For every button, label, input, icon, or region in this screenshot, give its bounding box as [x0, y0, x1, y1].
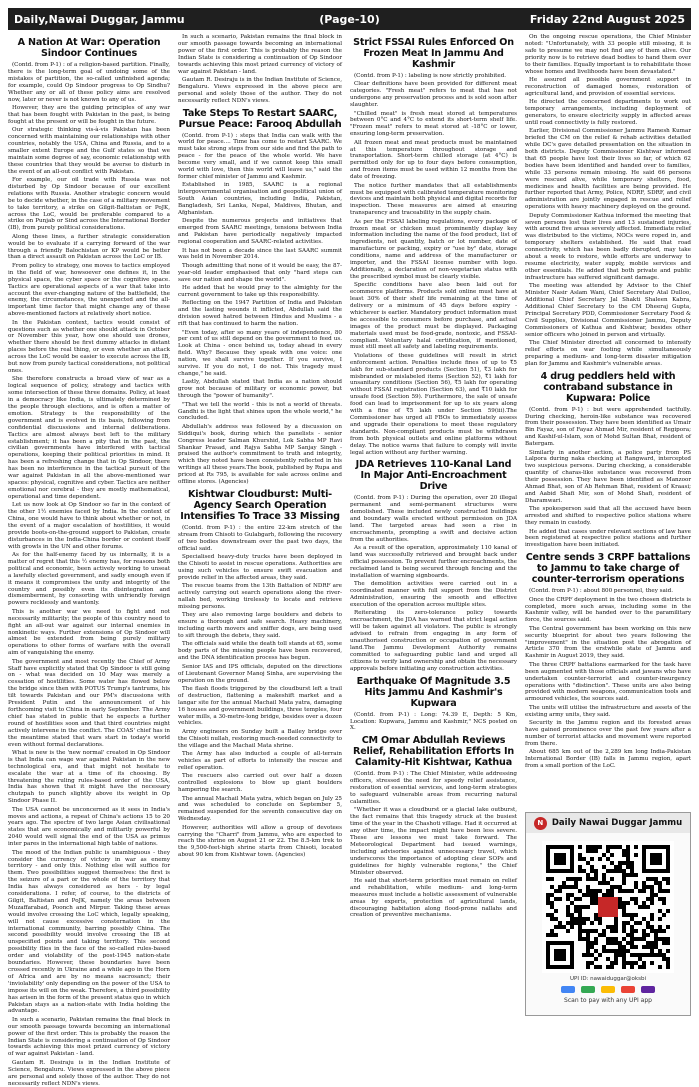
article-paragraph: Our strategic thinking vis-à-vis Pakistan has been concerned with maintaining our relationships with other countries, notably the USA, China and Russia, and to a smaller extent Europe and the Gulf states so that we maintain some degree of say, economic relationship with these countries that they would be averse to disturb in the event of an all-out conflict with Pakistan.	[8, 127, 170, 175]
article-paragraph: Reflecting on the 1947 Partition of India and Pakistan and the lasting wounds it inflicted, Abdullah said the division sowed hatred between Hindus and Muslims - a rift that has continued to harm the nation.	[178, 300, 342, 328]
payment-app-icon	[581, 986, 595, 993]
article-paragraph: Army engineers on Sunday built a Bailey bridge over the Chisoti nullah, restoring much-needed connectivity to the village and the Machail Mata shrine.	[178, 728, 342, 749]
article-paragraph: All frozen meat and meat products must be maintained at this temperature throughout storage and transportation. Short-term chilled storage (at 4°C) is permitted only for up to four days before consumption, and frozen items must be used within 12 months from the date of freezing.	[350, 139, 517, 181]
article-a9	[525, 552, 691, 770]
article-a6	[350, 676, 517, 733]
headline: 4 drug peddlers held with contraband substance in Kupwara: Police	[540, 370, 676, 404]
article-paragraph: (Contd. from P-1) : Long: 74.39 E, Depth: 5 Km, Location: Kupwara, Jammu and Kashmir," NCS posted on X.	[350, 711, 517, 732]
article-a1-cont	[178, 34, 342, 105]
article-paragraph: Once the CRPF deployment in the two chosen districts is completed, more such areas, including some in the Kashmir valley, will be handed over to the paramilitary force, the sources said.	[525, 596, 691, 624]
article-paragraph: "Chilled meat" is fresh meat stored at temperatures between 0°C and 4°C to extend its short-term shelf life. "Frozen meat" refers to meat stored at -18°C or lower, ensuring long-term preservation.	[350, 110, 517, 138]
upi-qr-advert	[525, 812, 691, 1016]
column-4	[525, 34, 691, 808]
article-paragraph: He added that cases under relevant sections of law have been registered at respective police stations and further investigation have been initiated.	[525, 528, 691, 549]
payment-app-icon	[621, 986, 635, 993]
article-paragraph: (Contd. from P-1) : labeling is now strictly prohibited.	[354, 73, 507, 79]
article-paragraph: The three CRPF battalions earmarked for the task have been augmented with those officials and jawans who have undertaken counter-terrorist and counter-insurgency operations with "distinction". These units are also being provided with modern weapons, communication tools and armoured vehicles, the sources said.	[525, 661, 691, 703]
article-paragraph: The mood of the Indian public is unambiguous - they consider the currency of victory in war as enemy territory - and only this. Nothing else will suffice for them. Two possibilities suggest themselves: the first is the seizure of a part or the whole of the territory that India has always considered as hers - by legal considerations. I refer, of course, to the districts of Gilgit, Baltistan and PoJK, namely the areas between Muzaffarabad, Poonch and Mirpur. Taking these areas would involve crossing the LoC which, legally speaking, will not cause excessive consternation in the international community, barring possibly China. The second possibility would involve crossing the IB at unspecified points and taking territory. This second possibility flies in the face of the so-called rules-based order and violability of the post-1945 nation-state boundaries. However, these boundaries have been crossed recently in Ukraine and a while ago in the Horn of Africa and are by no means sacrosanct; their 'inviolability' only depending on the power of the USA to impose its will on the weak. Therefore, a third possibility has arisen in the form of the present status quo in which Pakistan stays as a nation-state with India holding the advantage.	[8, 849, 170, 1015]
article-a2	[178, 108, 342, 486]
headline: CM Omar Abdullah Reviews Relief, Rehabilitation Efforts In Calamity-Hit Kishtwar, Kathua	[353, 735, 514, 769]
column-1	[8, 34, 170, 1087]
article-paragraph: The notice further mandates that all establishments must be equipped with calibrated temperature monitoring devices and maintain both physical and digital records for inspection. These measures are aimed at ensuring transparency and traceability in the supply chain.	[350, 182, 517, 217]
article-paragraph: The rescuers also carried out over half a dozen controlled explosions to blow up giant boulders hampering the search.	[178, 773, 342, 794]
brand-logo-icon: N	[534, 817, 547, 830]
headline: Kishtwar Cloudburst: Multi-Agency Search Operation Intensifies To Trace 33 Missing	[180, 488, 340, 522]
article-paragraph: (Contd. from P-1) : of a religion-based partition. Finally, there is the long-term goal of undoing some of the mistakes of partition, the so-called unfinished agenda; for example, could Op Sindoor progress to Op Sindhu? Whether any or all of these policy aims are resolved now, later or never is not known to any of us.	[8, 62, 170, 103]
article-paragraph: As a result of the operation, approximately 110 kanal of land was successfully retrieved and brought back under official possession. To prevent further encroachments, the reclaimed land is being secured through fencing and the installation of warning signboards.	[350, 545, 517, 579]
article-paragraph: Established in 1985, SAARC is a regional intergovernmental organisation and geopolitical union of South Asian countries, including India, Pakistan, Bangladesh, Sri Lanka, Nepal, Maldives, Bhutan, and Afghanistan.	[178, 182, 342, 217]
article-paragraph: What is new is the 'new normal' created in Op Sindoor is that India can wage war against Pakistan in the new technological era, and that might not hesitate to escalate the war at a time of its choosing. By threatening the ruling rules-based order of the USA, India has shown that it might have the necessary chutzpah to punch slightly above its weight in Op Sindoor Phase II.	[8, 749, 170, 805]
article-paragraph: In such a scenario, Pakistan remains the final block in our smooth passage towards becoming an international power of the first order. This is probably the reason the Indian State is considering a continuation of Op Sindoor towards achieving this most prized currency of victory of war against Pakistan - land.	[178, 34, 342, 75]
ad-header	[526, 813, 690, 833]
article-paragraph: The USA cannot be unconcerned as it sees in India's moves and actions, a repeat of China's actions 15 to 20 years ago. The spectre of two large Asian civilisational states that are economically and militarily powerful by 2040 would well signal the end of the USA as primus inter pares in the international high table of nations.	[8, 806, 170, 848]
article-paragraph: As per the FSSAI labeling regulations, every package of frozen meat or chicken must prominently display key information including the name of the food product, list of ingredients, net quantity, batch or lot number, date of manufacture or packing, expiry or "use by" date, storage conditions, name and address of the manufacturer or importer, and the FSSAI license number with logo. Additionally, a declaration of non-vegetarian status with the prescribed symbol must be clearly visible.	[350, 218, 517, 280]
article-paragraph: Similarly in another action, a police party from PS Lalpora during naka checking at Rangward, intercepted two suspicious persons. During checking, a considerable quantity of charas-like substance was recovered from their possession. They have been identified as Manzoor Ahmad Bhat, son of Ab Rehman Bhat, resident of Kraasi; and Aabid Shafi Mir, son of Mohd Shafi, resident of Dharamwari.	[525, 449, 691, 504]
article-a7	[350, 735, 517, 919]
article-paragraph: (Contd. from P-1) : steps that India can walk with the world for peace.... Time has come to restart SAARC. We must take strong steps from our side and find the path to peace - for the peace of the whole world. We have become very small, and if we cannot keep this small world with love, then this world will leave us," said the former chief minister of Jammu and Kashmir.	[178, 132, 342, 180]
headline: JDA Retrieves 110-Kanal Land In Major Anti-Encroachment Drive	[355, 459, 512, 493]
article-a5	[350, 459, 517, 672]
headline: A Nation At War: Operation Sindoor Continues	[17, 37, 161, 59]
article-a1	[8, 37, 170, 1087]
article-paragraph: Along these lines, a further strategic consideration would be to evaluate if a carrying forward of the war through a friendly Balochistan or KP would be better than a direct assault on Pakistan across the LoC or IB.	[8, 233, 170, 261]
article-paragraph: The government and most recently the Chief of Army Staff have explicitly stated that Op Sindoor is still going on - what was decided on 10 May was merely a cessation of hostilities. Some water has flowed below the bridge since then with POTUS Trump's tantrums, his tilt towards Pakistan and our PM's discussions with President Putin and the announcement of his forthcoming visit to China in early September. The Army chief has stated in public that he expects a further round of hostilities soon and that third countries might actively intervene in the conflict. The COAS' chief has in the meantime stated that wars start in today's world even without formal declarations.	[8, 658, 170, 748]
article-paragraph: As for the half-enemy faced by us internally, it is a matter of regret that this ½ enemy has, for reasons both political and economic, been actively working to unseat a lawfully elected government, and sadly enough even if it means it compromises the unity and integrity of the country and possibly even its disintegration and dismemberment, by consorting with unfriendly foreign powers recklessly and wantonly.	[8, 552, 170, 607]
article-paragraph: Lastly, Abdullah stated that India as a nation should grow not because of military or economic power, but through the "power of humanity".	[178, 379, 342, 400]
article-paragraph: Though admitting that none of it would be easy, the 87-year-old leader emphasised that only "hard steps can save our nation and shape the world".	[178, 262, 342, 283]
article-paragraph: In the Pakistan context, tactics would consist of questions such as whether one should attack in October or November this year, how one should use drones, whether there should be first dummy attacks in distant places before the real thing, or even whether an attack across the LoC would be easier to execute across the IB, but now from purely tactical considerations, not political ones.	[8, 319, 170, 374]
article-paragraph: Reiterating its zero-tolerance policy towards encroachment, the JDA has warned that strict legal action will be taken against all violators. The public is strongly advised to refrain from engaging in any form of unauthorised construction or occupation of government land.The Jammu Development Authority remains committed to safeguarding public land and urged all citizens to verify land ownership and obtain the necessary approvals before initiating any construction activities.	[350, 610, 517, 672]
article-paragraph: They are also removing large boulders and debris to ensure a thorough and safe search. Heavy machinery, including earth movers and sniffer dogs, are being used to sift through the debris, they said.	[178, 612, 342, 640]
article-paragraph: In such a scenario, Pakistan remains the final block in our smooth passage towards becoming an international power of the first order. This is probably the reason the Indian State is considering a continuation of Op Sindoor towards achieving this most prized currency of victory of war against Pakistan - land.	[8, 1016, 170, 1058]
article-a4	[350, 37, 517, 456]
article-paragraph: Specialised heavy-duty trucks have been deployed in the Chisoti to assist in rescue operations. Authorities are using such vehicles to ensure swift evacuation and provide relief in the affected areas, they said.	[178, 554, 342, 581]
article-paragraph: The units will utilise the infrastructure and assets of the existing army units, they said.	[525, 704, 691, 718]
paper-name: Daily,Nawai Duggar, Jammu	[14, 12, 185, 26]
article-paragraph: Security in the Jammu region and its forested areas have gained prominence over the past few years after a number of terrorist attacks and movement were reported from there.	[525, 720, 691, 747]
article-paragraph: The spokesperson said that all the accused have been arrested and shifted to respective police stations where they remain in custody.	[525, 506, 691, 527]
article-paragraph: (Contd. from P-1) : the entire 22-km stretch of the stream from Chisoti to Gulabgarh, following the recovery of two bodies downstream over the past two days, the official said.	[178, 524, 342, 552]
article-paragraph: (Contd. from P-1) : The Chief Minister, while addressing officers, stressed the need for speedy relief assistance, restoration of essential services, and long-term strategies to safeguard vulnerable areas from recurring natural calamities.	[350, 771, 517, 805]
column-2	[178, 34, 342, 1016]
article-a8	[525, 371, 691, 550]
article-paragraph: Let us now look at Op Sindoor so far in the context of the other 1½ enemies faced by India. In the context of China, one would have to think about whether or not, in the event of a major escalation of hostilities, it would provide boots-on-the-ground support to Pakistan, create disturbances in the India-China border or content itself with growls in the UN and other forums.	[8, 502, 170, 550]
article-paragraph: (Contd. from P-1) : During the operation, over 20 illegal permanent and semi-permanent structures were demolished. These included newly constructed buildings and boundary walls erected without permission on JDA land. The targeted areas had seen a rise in encroachments, prompting a swift and decisive action from the authorities.	[350, 495, 517, 543]
article-paragraph: The annual Machail Mata yatra, which began on July 25 and was scheduled to conclude on September 5, remained suspended for the seventh consecutive day on Wednesday.	[178, 795, 342, 823]
article-paragraph: He said that short-term priorities must remain on relief and rehabilitation, while medium- and long-term measures must include a holistic assessment of vulnerable areas by experts, protection of agricultural lands, discouraging habitation along flood-prone nallahs and creation of preventive mechanisms.	[350, 877, 517, 919]
headline: Earthquake Of Magnitude 3.5 Hits Jammu And Kashmir's Kupwara	[356, 675, 511, 709]
article-paragraph: The Chief Minister directed all concerned to intensify relief efforts on war footing while simultaneously preparing a medium- and long-term disaster mitigation plan for Jammu and Kashmir's vulnerable areas.	[525, 339, 691, 367]
article-paragraph: From policy to strategy, one moves to tactics employed in the field of war, howsoever one defines it, in the physical space, the cyber space or the cognitive space. Tactics are operational aspects of a war that take into account the ever-changing nature of the battlefield, the enemy, the circumstances, the unexpected and the all-important time factor that might change any of these above-mentioned factors at relatively short notice.	[8, 262, 170, 318]
article-paragraph: He added that he would pray to the almighty for the current government to take up this responsibility.	[178, 285, 342, 298]
article-paragraph: For example, our oil trade with Russia was not disturbed by Op Sindoor because of our excellent relations with Russia. Another strategic concern would be to decide whether, in the case of a military movement to take territory, a strike on Gilgit-Baltistan or PoJK, across the LoC, would be preferable compared to a strike on Punjab or Sind across the International Border (IB), from purely political considerations.	[8, 177, 170, 232]
headline: Centre sends 3 CRPF battalions to Jammu to take charge of counter-terrorism operations	[525, 552, 691, 586]
payment-app-icons	[526, 986, 690, 993]
issue-date: Friday 22nd August 2025	[529, 12, 686, 26]
article-paragraph: Despite the numerous projects and initiatives that emerged from SAARC meetings, tensions between India and Pakistan have periodically negatively impacted regional cooperation and SAARC-related activities.	[178, 218, 342, 246]
article-paragraph: Abdullah's address was followed by a discussion on Siddiqui's book, during which the panelists - senior Congress leader Salman Khurshid, Lok Sabha MP Ravi Shankar Prasad, and Rajya Sabha MP Sanjay Singh - praised the author's commitment to truth and integrity, which they noted have been consistently reflected in his writings all these years.The book, published by Rupa and priced at Rs 795, is available for sale across online and offline stores. (Agencies)	[178, 423, 342, 486]
column-3	[350, 34, 517, 1016]
article-paragraph: The Army has also inducted a couple of all-terrain vehicles as part of efforts to intensify the rescue and relief operation.	[178, 751, 342, 771]
headline: Strict FSSAI Rules Enforced On Frozen Meat In Jammu And Kashmir	[353, 37, 514, 70]
article-paragraph: About 685 km out of the 2,289 km long India-Pakistan International Border (IB) falls in Jammu region, apart from a small portion of the LoC.	[525, 749, 691, 769]
article-paragraph: Senior IAS and IPS officials, deputed on the directions of Lieutenant Governor Manoj Sinha, are supervising the operation on the ground.	[178, 663, 342, 684]
article-paragraph: "Even today, after so many years of independence, 80 per cent of us still depend on the government to feed us. Look at China - once behind us, today ahead in every field. Why? Because they speak with one voice: one nation, we shall survive together. If you survive, I survive. If you do not, I do not. This tragedy must change," he said.	[178, 329, 342, 377]
scan-note: Scan to pay with any UPI app	[564, 997, 652, 1004]
article-paragraph: He directed the concerned departments to work out temporary arrangements, including deployment of generators, to ensure electricity supply in affected areas until road connectivity is fully restored.	[525, 99, 691, 126]
article-paragraph: (Contd. from P-1) : about 800 personnel, they said.	[529, 588, 674, 595]
article-paragraph: Gautam R. Desiraju is in the Indian Institute of Science, Bengaluru. Views expressed in the above piece are personal and solely those of the author. They do not necessarily reflect NDN's views.	[8, 1059, 170, 1087]
payment-app-icon	[641, 986, 655, 993]
payment-app-icon	[601, 986, 615, 993]
page-number: (Page-10)	[319, 12, 380, 26]
article-paragraph: The flash floods triggered by the cloudburst left a trail of destruction, flattening a makeshift market and a langar site for the annual Machail Mata yatra, damaging 16 houses and government buildings, three temples, four water mills, a 30-metre-long bridge, besides over a dozen vehicles.	[178, 685, 342, 727]
article-paragraph: Violations of these guidelines will result in strict enforcement action. Penalties include fines of up to ₹5 lakh for sub-standard products (Section 51), ₹3 lakh for misbranded or mislabeled items (Section 52), ₹1 lakh for unsanitary conditions (Section 56), ₹5 lakh for operating without FSSAI registration (Section 63), and ₹10 lakh for unsafe food (Section 59). Furthermore, the sale of unsafe food can lead to imprisonment for up to six years along with a fine of ₹5 lakh under Section 59(iii).The Commissioner has urged all FBOs to immediately assess and upgrade their operations to meet these regulatory standards. Non-compliant products must be withdrawn from both physical outlets and online platforms without delay. The notice warns that failure to comply will invite legal action without any further warning.	[350, 352, 517, 456]
article-a7-cont	[525, 34, 691, 368]
article-paragraph: The officials said while the death toll stands at 65, some body parts of the missing people have been recovered, and the DNA identification process has begun.	[178, 641, 342, 662]
article-paragraph: He assured all possible government support in reconstruction of damaged homes, restoration of agricultural land, and provision of essential services.	[525, 76, 691, 97]
article-a3	[178, 489, 342, 859]
payment-app-icon	[561, 986, 575, 993]
article-paragraph: It has not been a decade since the last SAARC summit was held in November 2014.	[178, 247, 342, 261]
article-paragraph: The Central government has been working on this new security blueprint for about two years following the "improvement" in the situation post the abrogation of Article 370 from the erstwhile state of Jammu and Kashmir in August 2019, they said.	[525, 625, 691, 660]
article-paragraph: The meeting was attended by Advisor to the Chief Minister Nasir Aslam Wani, Chief Secretary Atal Dulloo, Additional Chief Secretary Jal Shakti Shaleen Kabra, Additional Chief Secretary to the CM Dheeraj Gupta, Principal Secretary PDD, Commissioner Secretary Food & Civil Supplies, Divisional Commissioner Jammu, Deputy Commissioners of Kathua and Kishtwar, besides other senior officers who joined in person and virtually.	[525, 283, 691, 338]
article-paragraph: This is another war we need to fight and not necessarily militarily; the people of this country need to fight an all-out war against our internal enemies in nonkinetic ways. Further extensions of Op Sindoor will almost be extended from being purely military operations to other forms of warfare with the overall aim of vanquishing the enemy.	[8, 608, 170, 657]
article-paragraph: However, authorities will allow a group of devotees carrying the "Charri" from Jammu, who are expected to reach the shrine on August 21 or 22. The 8.5-km trek to the 9,500-feet-high shrine starts from Chisoti, located about 90 km from Kishtwar town. (Agencies)	[178, 824, 342, 859]
article-paragraph: She therefore constructs a broad view of war as a logical sequence of policy, strategy and tactics with some intersection of these three domains. Policy, at least in a democracy like India, is ultimately determined by the people through elections, and is often a matter of emotion. Strategy is the responsibility of the government and is evolved in its basis, following from confidential discussions and internal deliberations. Tactics are almost always best left to the military establishment; it has been a pity that in the past, the civilian governments have interfered with tactical operations, keeping their political priorities in mind. It has been a refreshing change that in Op Sindoor, there has been no interference in the tactical pursuit of the war against Pakistan in all the above-mentioned war spaces: physical, cognitive and cyber. Tactics are neither emotional nor cerebral - they are mostly mathematical, operational and time dependent.	[8, 376, 170, 500]
upi-id: UPI ID: nawaiduggar@oksbi	[570, 976, 646, 982]
article-paragraph: Deputy Commissioner Kathua informed the meeting that seven persons lost their lives and 13 sustained injuries, with around five areas severely affected. Immediate relief was distributed to the victims, NOCs were roped in, and temporary shelters established. He said that road connectivity, which has been badly disrupted, may take about a week to restore, while efforts are underway to resume electricity, water supply, mobile services and other essentials. He added that both private and public infrastructure has suffered significant damage.	[525, 212, 691, 281]
masthead	[8, 8, 691, 30]
article-paragraph: (Contd. from P-1) : but were apprehended tactfully. During checking, heroin-like substance was recovered from their possession. They have been identified as Umair Bin Fayaz, son of Fayaz Ahmad Mir, resident of Regipora; and Kashif-ul-Islam, son of Mohd Sultan Bhat, resident of Batergam.	[525, 406, 691, 448]
ad-title: Daily Nawai Duggar Jammu	[551, 818, 683, 828]
article-paragraph: "Whether it was a cloudburst or a glacial lake outburst, the fact remains that this tragedy struck at the busiest time of the year in the Chashoti village. Had it occurred at any other time, the impact might have been less severe. These are lessons we must take forward. The Meteorological Department had issued warnings, including advisories against unnecessary travel, which underscores the importance of adopting clear SOPs and guidelines for highly vulnerable regions," the Chief Minister observed.	[350, 807, 517, 876]
article-paragraph: On the ongoing rescue operations, the Chief Minister noted: "Unfortunately, with 33 people still missing, it is safe to presume we may not find any of them alive. Our priority now is to retrieve dead bodies to hand them over to their families. Equally important is to rehabilitate those whose homes and livelihoods have been devastated."	[525, 34, 691, 75]
article-paragraph: However, they are the guiding principles of any war that has been fought with Pakistan in the past, is being fought at the present or will be fought in the future.	[8, 104, 170, 125]
qr-code-icon	[542, 841, 674, 973]
article-paragraph: The demolition activities were carried out in a coordinated manner with full support from the District Administration, ensuring the smooth and effective execution of the operation across multiple sites.	[350, 581, 517, 609]
article-paragraph: The rescue teams from the 13th Battalion of NDRF are actively carrying out search operations along the river-nallah bed, working tirelessly to locate and retrieve missing persons.	[178, 583, 342, 610]
headline: Take Steps To Restart SAARC, Pursue Peace: Farooq Abdullah	[178, 107, 342, 130]
article-paragraph: Specific conditions have also been laid out for ecommerce platforms. Products sold online must have at least 30% of their shelf life remaining at the time of delivery or a minimum of 45 days before expiry - whichever is earlier. Mandatory product information must be accessible to consumers before purchase, and actual images of the product must be displayed. Packaging materials used must be food-grade, nontoxic, and FSSAI-compliant. Voluntary halal certification, if mentioned, must still meet all safety and labeling requirements.	[350, 282, 517, 351]
article-paragraph: "That we tell the world - this is not a world of threats. Gandhi is the light that shines upon the whole world," he concluded.	[178, 401, 342, 422]
article-paragraph: Clear definitions have been provided for different meat categories. "Fresh meat" refers to meat that has not undergone any preservation process and is sold soon after slaughter.	[350, 81, 517, 109]
article-paragraph: Earlier, Divisional Commissioner Jammu Ramesh Kumar briefed the CM on the relief & rehab activities detailed while DC's gave detailed presentation on the situation in both districts. Deputy Commissioner Kishtwar informed that 65 people have lost their lives so far, of which 62 bodies have been identified and handed over to families, while 33 persons remain missing. He said 66 persons were rescued alive, while temporary shelters, food, medicines and health facilities are being provided. He further reported that Army, Police, NDRF, SDRF, and civil administration are jointly engaged in rescue and relief operations with heavy machinery deployed on the ground.	[525, 128, 691, 211]
article-paragraph: Gautam R. Desiraju is in the Indian Institute of Science, Bengaluru. Views expressed in the above piece are personal and solely those of the author. They do not necessarily reflect NDN's views.	[178, 76, 342, 104]
